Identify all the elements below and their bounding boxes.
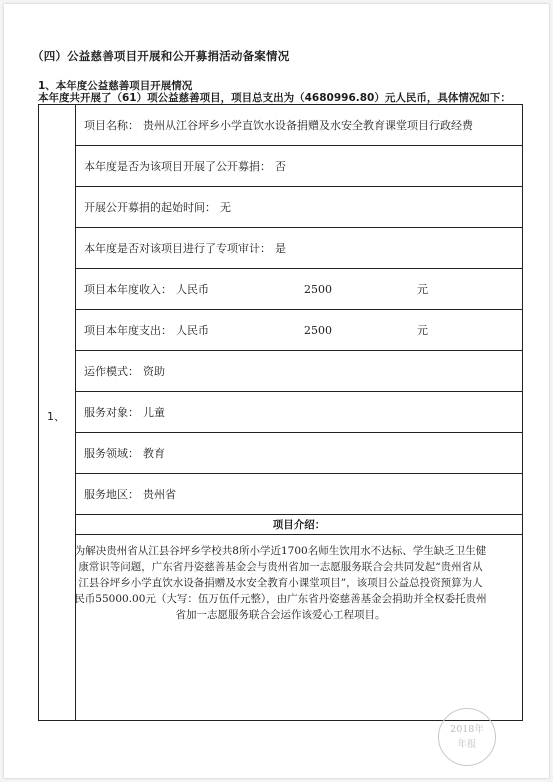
field-value: 资助: [143, 365, 165, 378]
field-label: 服务领域：: [84, 447, 139, 460]
project-intro-text: [39, 535, 522, 623]
intro-line: 民币55000.00元（大写：伍万伍仟元整），由广东省丹姿慈善基金会捐助并全权委托贵州: [74, 593, 487, 605]
stamp-label: 年报: [457, 739, 477, 750]
intro-line: 为解决贵州省从江县谷坪乡学校共8所小学近1700名师生饮用水不达标、学生缺乏卫生健: [74, 545, 487, 557]
row-annual-income: [76, 269, 522, 310]
field-label: 本年度是否对该项目进行了专项审计：: [84, 242, 271, 255]
row-public-fundraising: [76, 146, 522, 187]
income-unit: 元: [417, 283, 428, 296]
field-label: 开展公开募捐的起始时间：: [84, 201, 216, 214]
field-value: 教育: [143, 447, 165, 460]
row-operation-mode: [76, 351, 522, 392]
row-service-target: [76, 392, 522, 433]
field-label: 服务对象：: [84, 406, 139, 419]
row-service-region: [76, 474, 522, 515]
expense-unit: 元: [417, 324, 428, 337]
intro-line: 江县谷坪乡小学直饮水设备捐赠及水安全教育小课堂项目”，该项目公益总投资预算为人: [78, 577, 483, 589]
field-label: 项目本年度收入：: [84, 283, 172, 296]
project-intro-heading: 项目介绍：: [76, 515, 522, 535]
field-label: 服务地区：: [84, 488, 139, 501]
field-value: 是: [275, 242, 286, 255]
expense-amount: 2500: [304, 323, 332, 337]
field-label: 项目名称：: [84, 119, 139, 132]
field-label: 本年度是否为该项目开展了公开募捐：: [84, 160, 271, 173]
row-annual-expense: [76, 310, 522, 351]
project-table: [38, 104, 523, 721]
field-value: 儿童: [143, 406, 165, 419]
income-amount: 2500: [304, 282, 332, 296]
section-heading: （四）公益慈善项目开展和公开募捐活动备案情况: [32, 49, 290, 63]
row-special-audit: [76, 228, 522, 269]
field-value: 贵州省: [143, 488, 176, 501]
entry-index: 1、: [47, 410, 65, 423]
annual-report-stamp: [438, 708, 496, 766]
subsection-heading: 1、本年度公益慈善项目开展情况: [38, 80, 193, 92]
field-value: 无: [220, 201, 231, 214]
row-project-name: [76, 105, 522, 146]
row-service-field: [76, 433, 522, 474]
row-fundraising-start: [76, 187, 522, 228]
field-label: 项目本年度支出：: [84, 324, 172, 337]
field-label: 运作模式：: [84, 365, 139, 378]
stamp-year: 2018年: [450, 724, 484, 735]
intro-line: 省加一志愿服务联合会运作该爱心工程项目。: [175, 609, 386, 621]
field-value: 人民币: [176, 283, 209, 296]
document-page: [4, 4, 549, 778]
intro-line: 康常识等问题，广东省丹姿慈善基金会与贵州省加一志愿服务联合会共同发起“贵州省从: [78, 561, 483, 573]
summary-line: 本年度共开展了（61）项公益慈善项目，项目总支出为（4680996.80）元人民币，具体情况如下：: [38, 92, 511, 104]
index-column: [39, 105, 76, 720]
field-value: 人民币: [176, 324, 209, 337]
field-value: 贵州从江谷坪乡小学直饮水设备捐赠及水安全教育课堂项目行政经费: [143, 119, 473, 132]
field-value: 否: [275, 160, 286, 173]
